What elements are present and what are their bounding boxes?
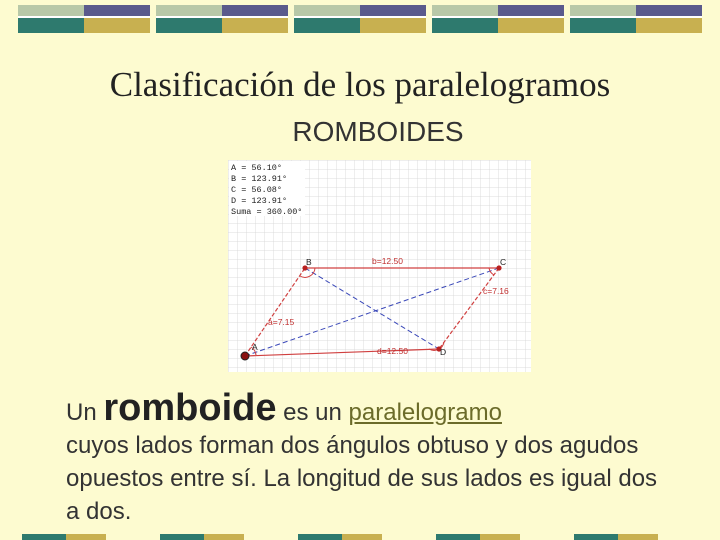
bottom-deco-segment	[342, 534, 382, 540]
angle-b-text: B = 123.91°	[231, 174, 288, 184]
angle-a-text: A = 56.10°	[231, 163, 283, 173]
top-decoration-bar	[0, 0, 720, 36]
vertex-a-point[interactable]	[241, 352, 249, 360]
angle-c-text: C = 56.08°	[231, 185, 283, 195]
paralelogramo-link[interactable]: paralelogramo	[348, 399, 502, 426]
deco-block	[156, 5, 288, 33]
vertex-c-label: C	[500, 257, 507, 267]
side-right-label: c=7.16	[483, 286, 509, 296]
side-bottom-label: d=12.50	[377, 346, 408, 356]
word-un: Un	[66, 399, 97, 426]
side-left-label: a=7.15	[268, 317, 295, 327]
bottom-deco-segment	[436, 534, 480, 540]
slide-subtitle: ROMBOIDES	[292, 116, 464, 147]
bottom-decoration-bar	[0, 534, 720, 540]
bottom-deco-segment	[204, 534, 244, 540]
romboide-figure	[228, 160, 531, 372]
bottom-deco-segment	[480, 534, 520, 540]
deco-block	[18, 5, 150, 33]
vertex-d-label: D	[440, 347, 447, 357]
angle-sum-text: Suma = 360.00°	[231, 207, 303, 217]
bottom-deco-segment	[22, 534, 66, 540]
definition-text	[66, 387, 666, 528]
vertex-b-label: B	[306, 257, 312, 267]
word-es-un: es un	[283, 399, 342, 426]
definition-rest: cuyos lados forman dos ángulos obtuso y dos agudos opuestos entre sí. La longitud de sus lados es igual dos a dos.	[66, 432, 658, 525]
keyword-romboide: romboide	[103, 387, 277, 429]
figure-svg	[228, 160, 531, 372]
bottom-deco-segment	[618, 534, 658, 540]
angle-d-text: D = 123.91°	[231, 196, 288, 206]
bottom-deco-segment	[298, 534, 342, 540]
bottom-deco-segment	[574, 534, 618, 540]
deco-block	[570, 5, 702, 33]
deco-block	[432, 5, 564, 33]
vertex-a-label: A	[252, 342, 258, 352]
slide-title: Clasificación de los paralelogramos	[109, 65, 611, 104]
bottom-deco-segment	[66, 534, 106, 540]
bottom-deco-segment	[160, 534, 204, 540]
deco-block	[294, 5, 426, 33]
side-top-label: b=12.50	[372, 256, 403, 266]
